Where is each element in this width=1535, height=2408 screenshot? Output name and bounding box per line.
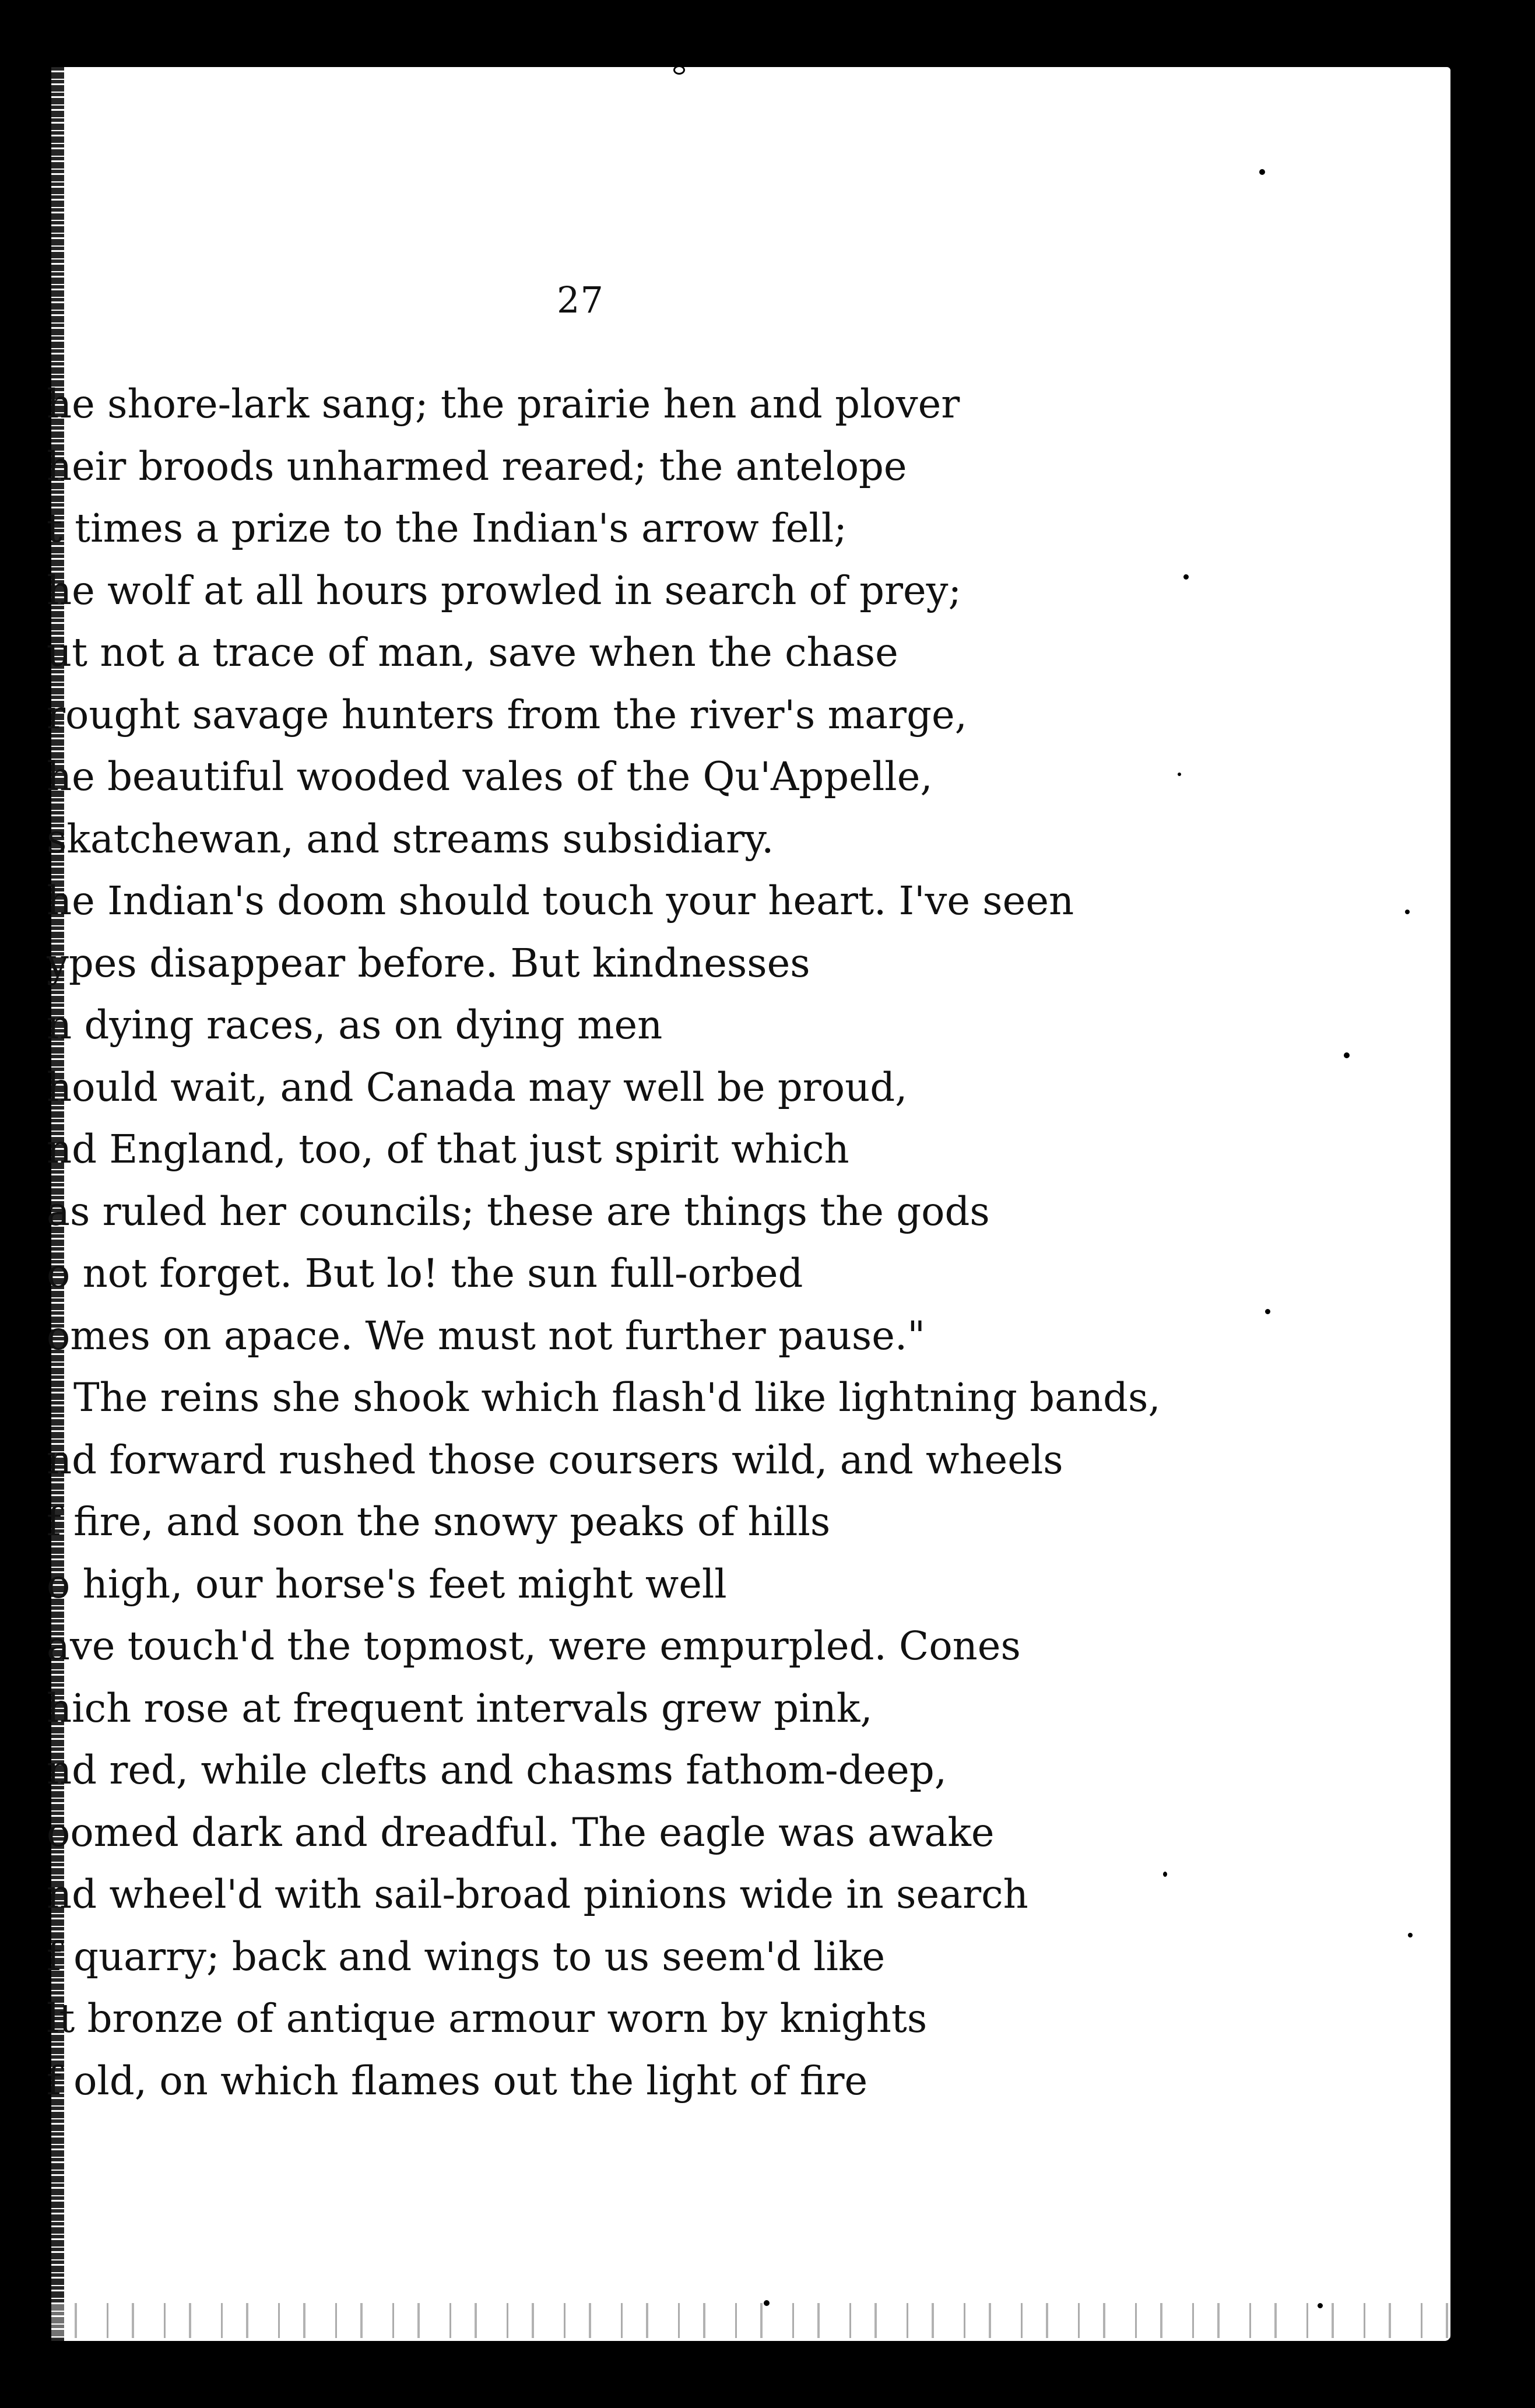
poem-line: nd red, while clefts and chasms fathom-deep, [47, 1747, 947, 1793]
poem-line: he wolf at all hours prowled in search of prey; [47, 567, 962, 613]
scan-speck [1405, 910, 1410, 914]
poem-line: o high, our horse's feet might well [47, 1561, 727, 1607]
poem-line: f old, on which flames out the light of fire [47, 2058, 868, 2104]
poem-line: oomed dark and dreadful. The eagle was awake [47, 1809, 995, 1855]
scan-speck [1183, 574, 1189, 580]
poem-line: rought savage hunters from the river's marge, [47, 691, 967, 738]
poem-line: as ruled her councils; these are things the gods [47, 1188, 990, 1234]
page-number: 27 [557, 279, 604, 321]
poem-line: ypes disappear before. But kindnesses [47, 940, 810, 986]
poem-line: hould wait, and Canada may well be proud, [47, 1064, 908, 1110]
scan-speck [1265, 1309, 1270, 1314]
scan-speck [1344, 1052, 1350, 1058]
scan-speck [1163, 1872, 1167, 1877]
top-speck-mark [673, 65, 685, 75]
poem-line: omes on apace. We must not further pause." [47, 1312, 926, 1359]
poem-line: n dying races, as on dying men [47, 1002, 663, 1048]
scan-speck [1178, 773, 1181, 776]
poem-line: f quarry; back and wings to us seem'd like [47, 1933, 886, 1979]
scan-speck [764, 2300, 770, 2306]
page-bottom-noise [51, 2303, 1450, 2338]
poem-line: nd forward rushed those coursers wild, and wheels [47, 1437, 1063, 1483]
poem-line: ut not a trace of man, save when the chase [47, 630, 898, 675]
poem-line: he beautiful wooded vales of the Qu'Appelle, [47, 754, 933, 799]
poem-line: nd wheel'd with sail-broad pinions wide in search [47, 1872, 1028, 1917]
poem-line: skatchewan, and streams subsidiary. [47, 816, 774, 862]
poem-text [47, 373, 1388, 2112]
poem-line: heir broods unharmed reared; the antelope [47, 443, 907, 489]
poem-line: ave touch'd the topmost, were empurpled. Cones [47, 1623, 1021, 1669]
poem-line: hich rose at frequent intervals grew pink, [47, 1685, 873, 1731]
poem-line: nd England, too, of that just spirit which [47, 1126, 849, 1172]
poem-line: he Indian's doom should touch your heart. I've seen [47, 878, 1074, 924]
poem-line: he shore-lark sang; the prairie hen and plover [47, 381, 960, 427]
poem-line: o not forget. But lo! the sun full-orbed [47, 1251, 803, 1296]
scan-speck [1408, 1933, 1413, 1937]
scan-speck [1318, 2303, 1323, 2308]
poem-line: f fire, and soon the snowy peaks of hills [47, 1499, 831, 1545]
scan-speck [1259, 169, 1265, 175]
poem-line: lt bronze of antique armour worn by knights [47, 1996, 928, 2041]
poem-line: The reins she shook which flash'd like lightning bands, [73, 1375, 1161, 1420]
poem-line: t times a prize to the Indian's arrow fell; [47, 506, 847, 551]
